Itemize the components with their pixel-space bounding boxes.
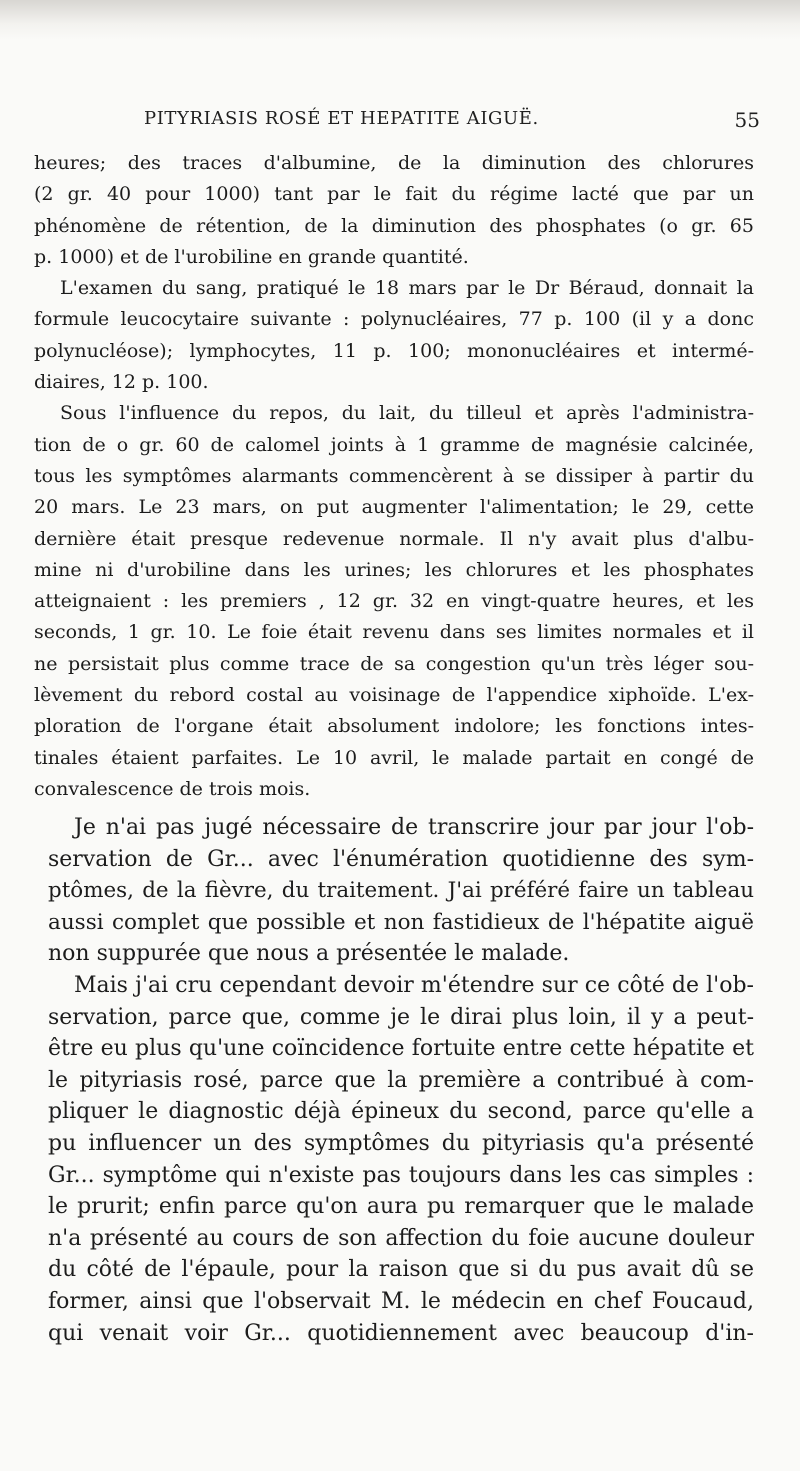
text-line: L'examen du sang, pratiqué le 18 mars par le Dr Béraud, donnait la xyxy=(60,277,754,300)
text-line: tous les symptômes alarmants commencèrent à se dissiper à partir du xyxy=(34,464,754,487)
text-line: qui venait voir Gr... quotidiennement avec beaucoup d'in- xyxy=(48,1320,754,1346)
text-line: convalescence de trois mois. xyxy=(34,777,311,800)
page-header xyxy=(34,108,770,138)
text-line: Mais j'ai cru cependant devoir m'étendre sur ce côté de l'ob- xyxy=(74,972,754,998)
text-line: heures; des traces d'albumine, de la diminution des chlorures xyxy=(34,152,754,174)
text-line: 20 mars. Le 23 mars, on put augmenter l'alimentation; le 29, cette xyxy=(34,496,754,519)
text-line: former, ainsi que l'observait M. le médecin en chef Foucaud, xyxy=(48,1288,754,1314)
text-line: dernière était presque redevenue normale. Il n'y avait plus d'albu- xyxy=(34,527,754,550)
text-line: ploration de l'organe était absolument indolore; les fonctions intes- xyxy=(34,715,754,738)
text-line: Gr... symptôme qui n'existe pas toujours dans les cas simples : xyxy=(48,1162,754,1188)
text-line: diaires, 12 p. 100. xyxy=(34,371,209,394)
text-line: n'a présenté au cours de son affection du foie aucune douleur xyxy=(48,1225,754,1251)
text-line: servation, parce que, comme je le dirai plus loin, il y a peut- xyxy=(48,1004,754,1030)
text-line: le pityriasis rosé, parce que la première a contribué à com- xyxy=(48,1067,754,1093)
running-title: PITYRIASIS ROSÉ ET HEPATITE AIGUË. xyxy=(144,108,539,129)
text-line: ptômes, de la fièvre, du traitement. J'ai préféré faire un tableau xyxy=(48,878,754,904)
text-line: atteignaient : les premiers , 12 gr. 32 en vingt-quatre heures, et les xyxy=(34,590,754,613)
scan-top-edge xyxy=(0,0,800,40)
text-line: être eu plus qu'une coïncidence fortuite entre cette hépatite et xyxy=(48,1036,754,1062)
text-line: Je n'ai pas jugé nécessaire de transcrire jour par jour l'ob- xyxy=(74,815,754,840)
text-line: formule leucocytaire suivante : polynucléaires, 77 p. 100 (il y a donc xyxy=(34,308,754,331)
text-line: mine ni d'urobiline dans les urines; les chlorures et les phosphates xyxy=(34,558,754,581)
text-line: polynucléose); lymphocytes, 11 p. 100; mononucléaires et intermé- xyxy=(34,339,754,362)
text-line: ne persistait plus comme trace de sa congestion qu'un très léger sou- xyxy=(34,652,754,675)
page-number: 55 xyxy=(734,108,760,132)
text-line: tinales étaient parfaites. Le 10 avril, le malade partait en congé de xyxy=(34,746,754,769)
text-line: aussi complet que possible et non fastidieux de l'hépatite aiguë xyxy=(48,909,754,935)
text-line: lèvement du rebord costal au voisinage de l'appendice xiphoïde. L'ex- xyxy=(34,684,754,707)
text-line: phénomène de rétention, de la diminution des phosphates (o gr. 65 xyxy=(34,214,754,237)
text-line: pu influencer un des symptômes du pityriasis qu'a présenté xyxy=(48,1130,754,1156)
text-line: seconds, 1 gr. 10. Le foie était revenu dans ses limites normales et il xyxy=(34,621,754,644)
text-block-observation xyxy=(34,148,754,805)
text-line: pliquer le diagnostic déjà épineux du second, parce qu'elle a xyxy=(48,1099,754,1125)
text-line: (2 gr. 40 pour 1000) tant par le fait du régime lacté que par un xyxy=(34,183,754,206)
text-line: tion de o gr. 60 de calomel joints à 1 gramme de magnésie calcinée, xyxy=(34,433,754,456)
text-line: du côté de l'épaule, pour la raison que si du pus avait dû se xyxy=(48,1257,754,1283)
text-line: le prurit; enfin parce qu'on aura pu remarquer que le malade xyxy=(48,1194,754,1220)
text-block-commentary xyxy=(48,812,754,1349)
text-line: p. 1000) et de l'urobiline en grande quantité. xyxy=(34,245,469,268)
text-line: non suppurée que nous a présentée le malade. xyxy=(48,941,570,967)
text-line: Sous l'influence du repos, du lait, du tilleul et après l'administra- xyxy=(60,402,754,425)
text-line: servation de Gr... avec l'énumération quotidienne des sym- xyxy=(48,846,754,872)
